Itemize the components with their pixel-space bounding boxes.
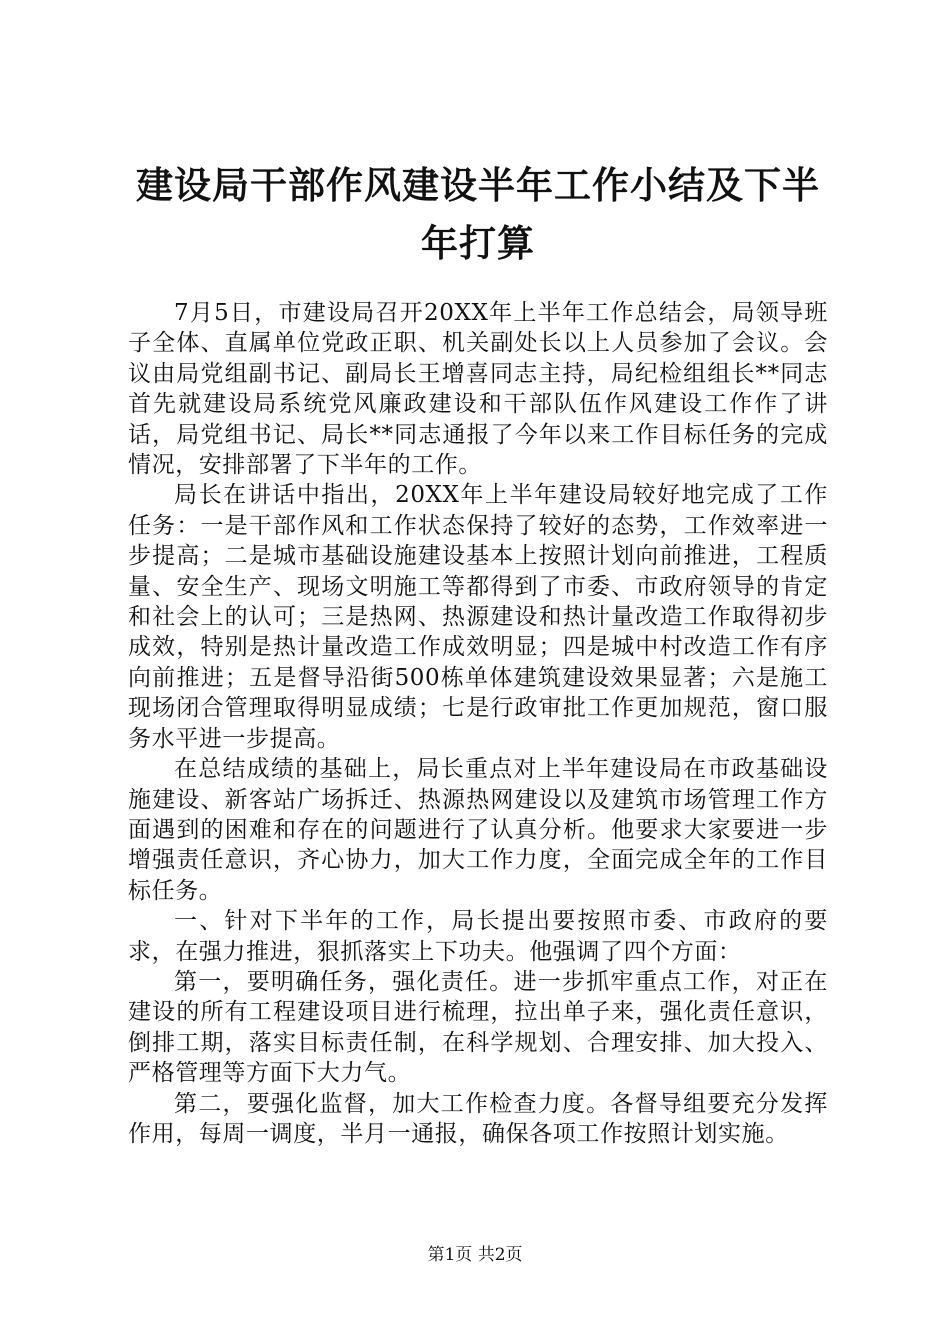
paragraph: 7月5日，市建设局召开20XX年上半年工作总结会，局领导班子全体、直属单位党政正职、机关副处长以上人员参加了会议。会议由局党组副书记、副局长王增喜同志主持，局纪检组组长**同志首先就建设局系统党风廉政建设和干部队伍作风建设工作作了讲话，局党组书记、局长**同志通报了今年以来工作目标任务的完成情况，安排部署了下半年的工作。 [128,300,828,479]
paragraph: 第一，要明确任务，强化责任。进一步抓牢重点工作，对正在建设的所有工程建设项目进行梳理，拉出单子来，强化责任意识，倒排工期，落实目标责任制，在科学规划、合理安排、加大投入、严格管理等方面下大力气。 [128,968,828,1087]
paragraph: 局长在讲话中指出，20XX年上半年建设局较好地完成了工作任务：一是干部作风和工作状态保持了较好的态势，工作效率进一步提高；二是城市基础设施建设基本上按照计划向前推进，工程质量、安全生产、现场文明施工等都得到了市委、市政府领导的肯定和社会上的认可；三是热网、热源建设和热计量改造工作取得初步成效，特别是热计量改造工作成效明显；四是城中村改造工作有序向前推进；五是督导沿街500栋单体建筑建设效果显著；六是施工现场闭合管理取得明显成绩；七是行政审批工作更加规范，窗口服务水平进一步提高。 [128,482,828,752]
document-title: 建设局干部作风建设半年工作小结及下半年打算 [136,163,820,265]
page-footer: 第1页 共2页 [427,1245,523,1265]
paragraph: 在总结成绩的基础上，局长重点对上半年建设局在市政基础设施建设、新客站广场拆迁、热源热网建设以及建筑市场管理工作方面遇到的困难和存在的问题进行了认真分析。他要求大家要进一步增强责任意识，齐心协力，加大工作力度，全面完成全年的工作目标任务。 [128,756,828,904]
paragraph: 第二，要强化监督，加大工作检查力度。各督导组要充分发挥作用，每周一调度，半月一通报，确保各项工作按照计划实施。 [128,1090,828,1147]
paragraph: 一、针对下半年的工作，局长提出要按照市委、市政府的要求，在强力推进，狠抓落实上下功夫。他强调了四个方面： [128,908,828,965]
document-body [128,298,828,1149]
